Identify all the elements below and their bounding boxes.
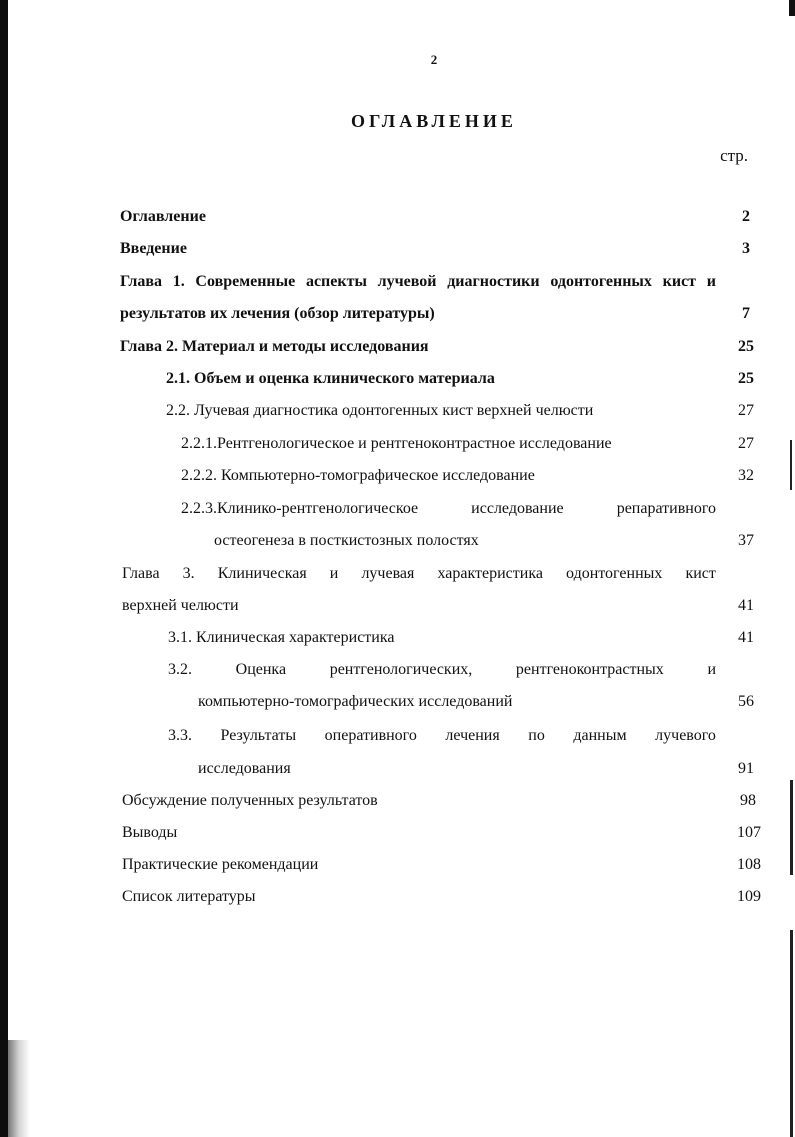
toc-entry-page: 37 [738, 532, 754, 549]
word: данным [573, 727, 627, 744]
scan-edge-right [790, 780, 793, 875]
word: Результаты [220, 727, 297, 744]
word: 3.3. [168, 727, 192, 744]
page-number: 2 [430, 52, 438, 67]
toc-entry-2-2-1 [181, 433, 754, 455]
word: Оценка [235, 661, 287, 678]
toc-entry-conclusions [122, 822, 761, 844]
toc-entry-page: 2 [742, 208, 750, 225]
toc-entry-text: 2.2.2. Компьютерно-томографическое исследование [181, 467, 535, 484]
word: лучевой [377, 273, 437, 290]
toc-entry-text: Оглавление [120, 208, 206, 225]
toc-entry-page: 109 [737, 888, 761, 905]
word: лечения [445, 727, 500, 744]
toc-entry-text: Практические рекомендации [122, 856, 319, 873]
toc-entry-3-2-line-1 [168, 659, 716, 681]
word: лучевого [655, 727, 716, 744]
toc-entry-chapter-3-line-1 [122, 563, 716, 585]
toc-entry-3-1 [168, 627, 754, 649]
toc-entry-page: 56 [738, 693, 754, 710]
toc-entry-2-2-3-line-2 [214, 530, 754, 552]
toc-entry-text: 2.2.1.Рентгенологическое и рентгеноконтрастное исследование [181, 435, 612, 452]
toc-entry-page: 32 [738, 467, 754, 484]
word: 3.2. [168, 661, 192, 678]
toc-entry-chapter-3-line-2 [122, 595, 754, 617]
scan-edge-top-right [789, 0, 795, 16]
word: характеристика [437, 565, 543, 582]
toc-entry-chapter-1-line-1 [120, 271, 716, 293]
toc-entry-3-3-line-1 [168, 725, 716, 747]
toc-entry-chapter-1-line-2 [120, 303, 750, 325]
word: 2.2.3.Клинико-рентгенологическое [181, 500, 419, 517]
scan-edge-left [0, 0, 8, 1137]
toc-entry-page: 108 [737, 856, 761, 873]
toc-entry-3-2-line-2 [198, 691, 754, 713]
word: лучевая [361, 565, 415, 582]
word: кист [662, 273, 697, 290]
toc-entry-page: 41 [738, 629, 754, 646]
toc-entry-text: исследования [198, 760, 291, 777]
justified-line [122, 563, 716, 585]
word: 1. [172, 273, 185, 290]
toc-entry-text: Глава 2. Материал и методы исследования [120, 338, 429, 355]
toc-entry-page: 7 [742, 305, 750, 322]
toc-entry-3-3-line-2 [198, 758, 754, 780]
toc-entry-2-2 [166, 400, 754, 422]
toc-entry-page: 25 [738, 370, 754, 387]
toc-entry-2-2-3-line-1 [181, 498, 716, 520]
word: одонтогенных [550, 273, 652, 290]
word: одонтогенных [566, 565, 663, 582]
word: и [329, 565, 339, 582]
word: 3. [182, 565, 195, 582]
toc-entry-text: 3.1. Клиническая характеристика [168, 629, 395, 646]
justified-line [181, 498, 716, 520]
word: Глава [122, 565, 160, 582]
toc-entry-page: 27 [738, 435, 754, 452]
toc-entry-text: компьютерно-томографических исследований [198, 693, 513, 710]
word: репаративного [616, 500, 716, 517]
toc-entry-contents [120, 206, 750, 228]
word: рентгеноконтрастных [515, 661, 664, 678]
toc-entry-2-1 [166, 368, 754, 390]
justified-line [168, 659, 716, 681]
scan-edge-right [790, 440, 792, 490]
justified-line [168, 725, 716, 747]
word: Современные [195, 273, 296, 290]
toc-entry-text: Введение [120, 240, 187, 257]
justified-line [120, 271, 716, 293]
word: Клиническая [217, 565, 307, 582]
toc-entry-2-2-2 [181, 465, 754, 487]
toc-entry-page: 25 [738, 338, 754, 355]
toc-entry-text: остеогенеза в посткистозных полостях [214, 532, 479, 549]
word: по [528, 727, 545, 744]
toc-entry-page: 91 [738, 760, 754, 777]
toc-entry-recommendations [122, 854, 761, 876]
word: исследование [471, 500, 564, 517]
word: диагностики [447, 273, 540, 290]
toc-entry-text: Список литературы [122, 888, 256, 905]
scan-edge-right [790, 930, 793, 1137]
toc-entry-text: 2.1. Объем и оценка клинического материала [166, 370, 495, 387]
toc-entry-chapter-2 [120, 336, 754, 358]
toc-entry-introduction [120, 238, 750, 260]
toc-entry-discussion [122, 790, 756, 812]
toc-entry-page: 3 [742, 240, 750, 257]
toc-entry-references [122, 886, 761, 908]
word: аспекты [305, 273, 367, 290]
word: кист [685, 565, 716, 582]
toc-entry-text: 2.2. Лучевая диагностика одонтогенных кист верхней челюсти [166, 402, 594, 419]
toc-entry-text: Обсуждение полученных результатов [122, 792, 378, 809]
toc-entry-text: верхней челюсти [122, 597, 239, 614]
scan-shadow-bottom-left [8, 1040, 30, 1137]
word: оперативного [324, 727, 417, 744]
word: рентгенологических, [329, 661, 473, 678]
word: и [706, 273, 716, 290]
word: Глава [120, 273, 162, 290]
toc-entry-page: 27 [738, 402, 754, 419]
toc-entry-page: 107 [737, 824, 761, 841]
toc-entry-page: 41 [738, 597, 754, 614]
toc-entry-text: результатов их лечения (обзор литературы) [120, 305, 435, 322]
word: и [707, 661, 716, 678]
toc-entry-text: Выводы [122, 824, 178, 841]
page-column-label: стр. [720, 146, 748, 165]
page-title: ОГЛАВЛЕНИЕ [351, 111, 517, 131]
toc-entry-page: 98 [740, 792, 756, 809]
